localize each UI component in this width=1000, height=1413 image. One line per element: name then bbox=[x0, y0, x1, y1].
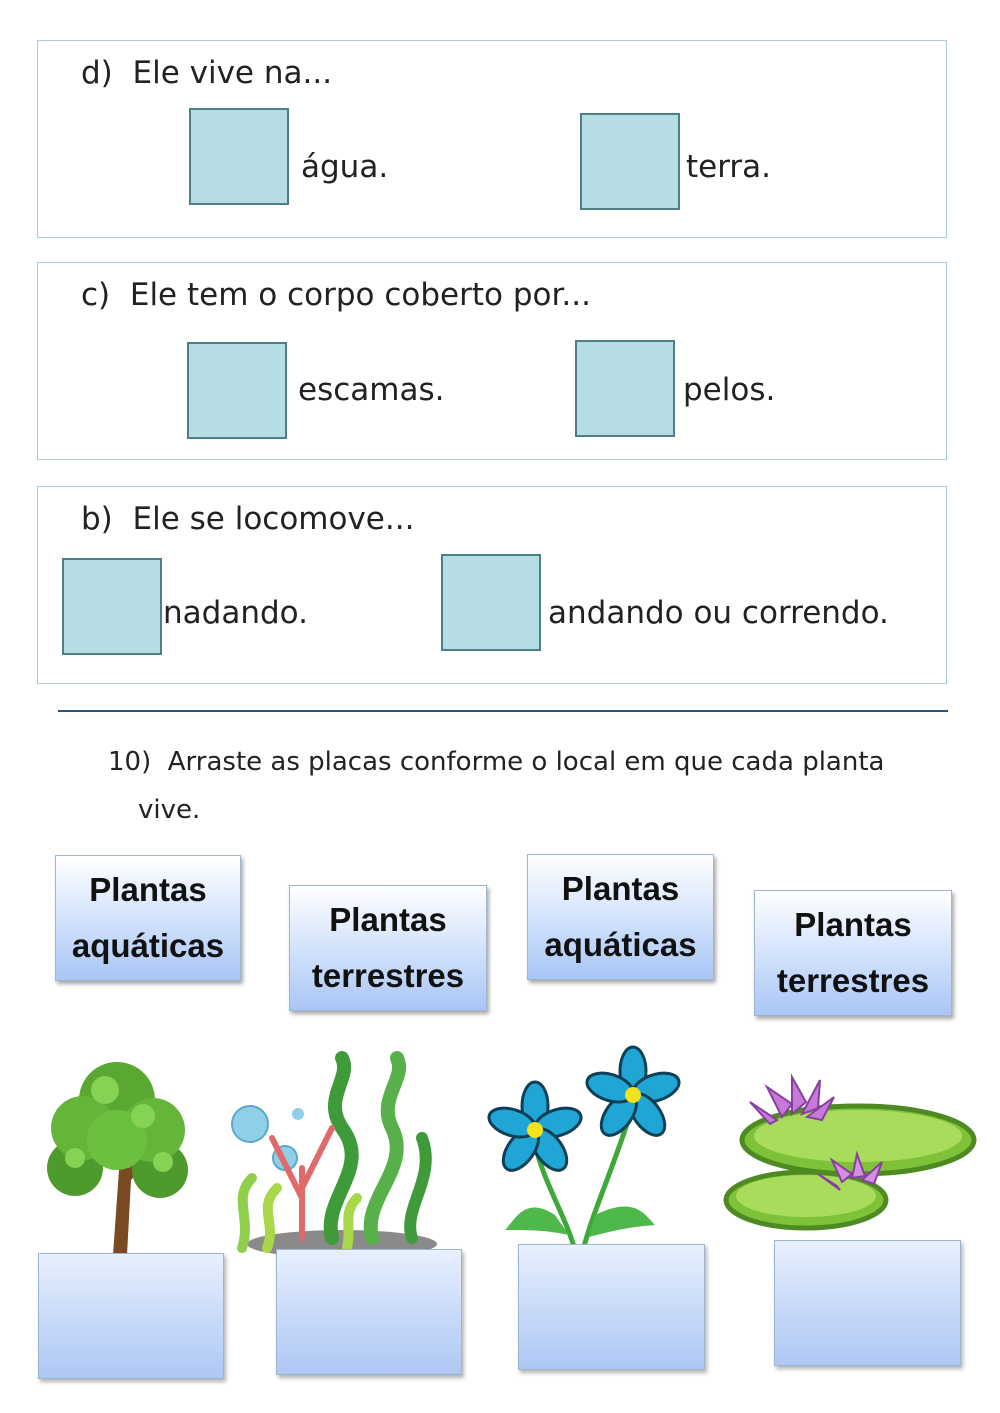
seaweed-image bbox=[222, 1048, 452, 1270]
drop-zone-water-lily[interactable] bbox=[774, 1240, 961, 1366]
option-label-pelos: pelos. bbox=[683, 372, 776, 408]
option-label-andando: andando ou correndo. bbox=[548, 595, 889, 631]
option-label-nadando: nadando. bbox=[163, 595, 308, 631]
question-b-box bbox=[37, 486, 947, 684]
option-label-agua: água. bbox=[301, 149, 389, 185]
option-label-terra: terra. bbox=[686, 149, 772, 185]
answer-box-pelos[interactable] bbox=[575, 340, 675, 437]
drop-zone-flowers[interactable] bbox=[518, 1244, 705, 1370]
blue-flowers-image bbox=[485, 1045, 685, 1250]
question-c-text: c) Ele tem o corpo coberto por... bbox=[81, 277, 591, 313]
tree-image bbox=[35, 1050, 200, 1255]
drop-zone-tree[interactable] bbox=[38, 1253, 224, 1379]
question-d-box bbox=[37, 40, 947, 238]
instruction-text: 10) Arraste as placas conforme o local em que cada planta vive. bbox=[108, 747, 885, 825]
answer-box-nadando[interactable] bbox=[62, 558, 162, 655]
water-lily-image bbox=[722, 1072, 980, 1242]
tag-plantas-terrestres-2[interactable]: Plantas terrestres bbox=[754, 890, 952, 1016]
answer-box-agua[interactable] bbox=[189, 108, 289, 205]
section-divider bbox=[58, 710, 948, 712]
drop-zone-seaweed[interactable] bbox=[276, 1249, 462, 1375]
question-c-box bbox=[37, 262, 947, 460]
question-b-text: b) Ele se locomove... bbox=[81, 501, 415, 537]
option-label-escamas: escamas. bbox=[298, 372, 445, 408]
answer-box-escamas[interactable] bbox=[187, 342, 287, 439]
tag-plantas-aquaticas-2[interactable]: Plantas aquáticas bbox=[527, 854, 714, 980]
answer-box-andando[interactable] bbox=[441, 554, 541, 651]
question-d-text: d) Ele vive na... bbox=[81, 55, 333, 91]
tag-plantas-terrestres-1[interactable]: Plantas terrestres bbox=[289, 885, 487, 1011]
answer-box-terra[interactable] bbox=[580, 113, 680, 210]
tag-plantas-aquaticas-1[interactable]: Plantas aquáticas bbox=[55, 855, 241, 981]
